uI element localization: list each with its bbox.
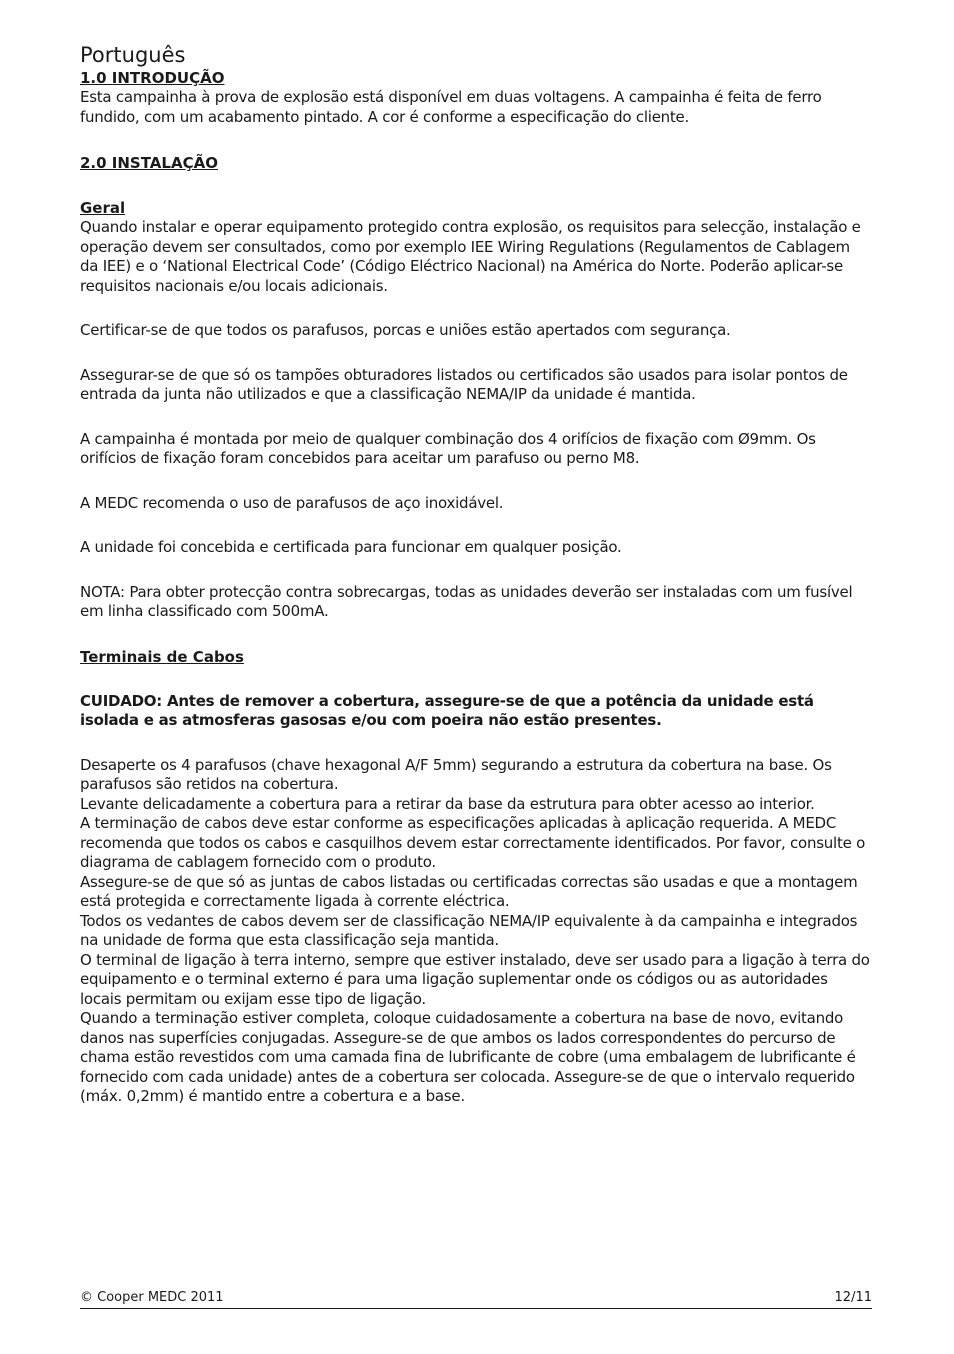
- terminals-paragraph: O terminal de ligação à terra interno, sempre que estiver instalado, deve ser usado para a ligação à terra do equipamento e o terminal externo é para uma ligação suplementar onde os códigos ou as autoridades locais permitam ou exijam esse tipo de ligação.: [80, 950, 870, 1008]
- spacer: [80, 296, 872, 321]
- terminals-paragraph: A terminação de cabos deve estar conforme as especificações aplicadas à aplicação requerida. A MEDC recomenda que todos os cabos e casquilhos devem estar correctamente identificados. Por favor, consulte o diagrama de cablagem fornecido com o produto.: [80, 814, 866, 871]
- spacer: [80, 173, 872, 198]
- spacer: [80, 127, 872, 153]
- terminals-paragraph: Todos os vedantes de cabos devem ser de classificação NEMA/IP equivalente à da campainha e integrados na unidade de forma que esta classificação seja mantida.: [80, 911, 858, 949]
- general-paragraph: A MEDC recomenda o uso de parafusos de aço inoxidável.: [80, 493, 504, 512]
- general-paragraph: Assegurar-se de que só os tampões obturadores listados ou certificados são usados para isolar pontos de entrada da junta não utilizados e que a classificação NEMA/IP da unidade é mantida.: [80, 365, 848, 403]
- spacer: [80, 731, 872, 756]
- intro-paragraph: Esta campainha à prova de explosão está disponível em duas voltagens. A campainha é feita de ferro fundido, com um acabamento pintado. A cor é conforme a especificação do cliente.: [80, 88, 822, 126]
- general-paragraph: Certificar-se de que todos os parafusos, porcas e uniões estão apertados com segurança.: [80, 321, 731, 339]
- terminals-paragraph: Assegure-se de que só as juntas de cabos listadas ou certificadas correctas são usadas e que a montagem está protegida e correctamente ligada à corrente eléctrica.: [80, 872, 858, 910]
- spacer: [80, 667, 872, 692]
- spacer: [80, 513, 872, 538]
- terminals-paragraph: Quando a terminação estiver completa, coloque cuidadosamente a cobertura na base de novo, evitando danos nas superfícies conjugadas. Assegure-se de que ambos os lados correspondentes do percurso de chama estão revestidos com uma camada fina de lubrificante de cobre (uma embalagem de lubrificante é fornecido com cada unidade) antes de a cobertura ser colocada. Assegure-se de que o intervalo requerido (máx. 0,2mm) é mantido entre a cobertura e a base.: [80, 1009, 856, 1105]
- footer-page-ref: 12/11: [834, 1290, 872, 1305]
- spacer: [80, 622, 872, 647]
- subheading-cable-terminals: Terminais de Cabos: [80, 647, 244, 666]
- note-paragraph: NOTA: Para obter protecção contra sobrecargas, todas as unidades deverão ser instaladas com um fusível em linha classificado com 500mA.: [80, 582, 853, 620]
- spacer: [80, 405, 872, 430]
- spacer: [80, 558, 872, 583]
- document-body: [80, 42, 872, 1107]
- spacer: [80, 341, 872, 366]
- section-heading-introduction: 1.0 INTRODUÇÃO: [80, 69, 225, 87]
- caution-paragraph: CUIDADO: Antes de remover a cobertura, assegure-se de que a potência da unidade está isolada e as atmosferas gasosas e/ou com poeira não estão presentes.: [80, 691, 814, 729]
- terminals-paragraph: Desaperte os 4 parafusos (chave hexagonal A/F 5mm) segurando a estrutura da cobertura na base. Os parafusos são retidos na cobertura.: [80, 755, 832, 793]
- language-title: Português: [80, 43, 186, 67]
- subheading-general: Geral: [80, 199, 126, 217]
- general-paragraph: Quando instalar e operar equipamento protegido contra explosão, os requisitos para selecção, instalação e operação devem ser consultados, como por exemplo IEE Wiring Regulations (Regulamentos de Cablagem da IEE) e o ‘National Electrical Code’ (Código Eléctrico Nacional) na América do Norte. Poderão aplicar-se requisitos nacionais e/ou locais adicionais.: [80, 218, 861, 295]
- general-paragraph: A unidade foi concebida e certificada para funcionar em qualquer posição.: [80, 538, 622, 556]
- general-paragraph: A campainha é montada por meio de qualquer combinação dos 4 orifícios de fixação com Ø9mm. Os orifícios de fixação foram concebidos para aceitar um parafuso ou perno M8.: [80, 429, 816, 467]
- footer-copyright: © Cooper MEDC 2011: [80, 1290, 224, 1305]
- page-footer: [80, 1289, 872, 1309]
- spacer: [80, 469, 872, 494]
- section-heading-installation: 2.0 INSTALAÇÃO: [80, 154, 218, 172]
- terminals-paragraph: Levante delicadamente a cobertura para a retirar da base da estrutura para obter acesso ao interior.: [80, 794, 815, 813]
